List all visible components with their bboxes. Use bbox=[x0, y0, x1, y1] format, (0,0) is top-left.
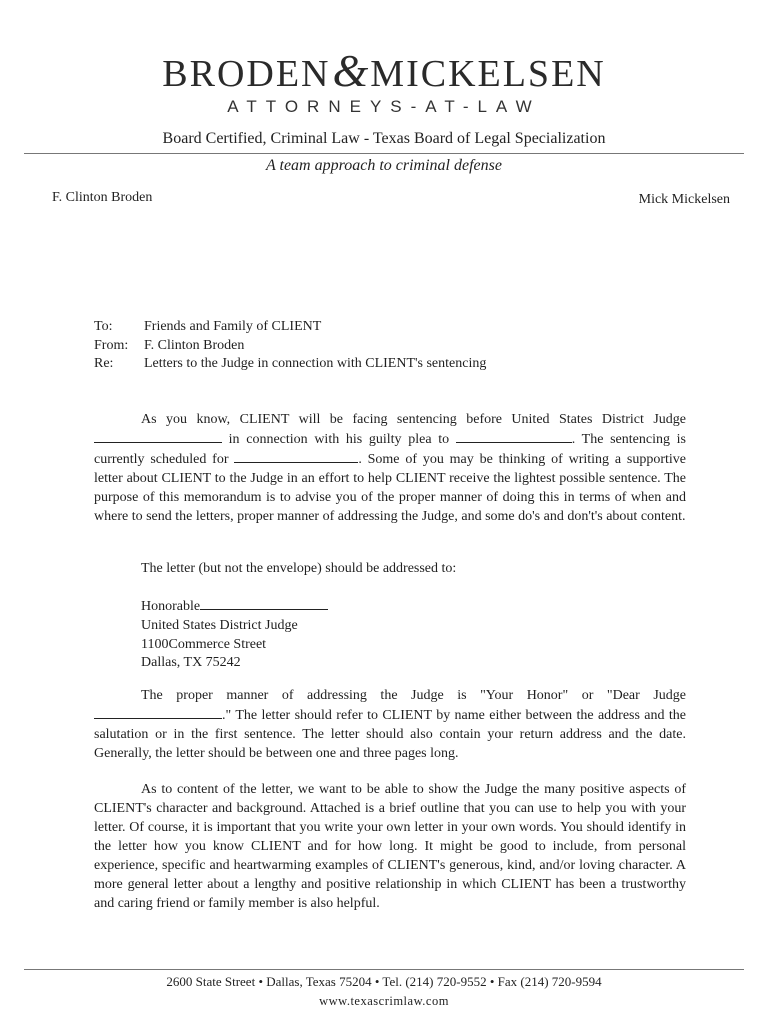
memo-from-label: From: bbox=[94, 337, 129, 353]
memo-re-row bbox=[94, 355, 486, 374]
salutation-text-1: The proper manner of addressing the Judge is "Your Honor" or "Dear Judge bbox=[141, 688, 686, 703]
paragraph-intro bbox=[94, 410, 686, 526]
address-line-1-row bbox=[141, 596, 733, 617]
plea-blank bbox=[456, 429, 572, 443]
intro-text-4: . Some of you may be thinking of writing a supportive letter about CLIENT to the Judge in an effort to help CLIENT receive the lightest possible sentence. The purpose of this memorandum is to advise you of the proper manner of doing this in terms of when and where to send the letters, proper manner of addressing the Judge, and some do's and don't's about content. bbox=[94, 452, 686, 524]
paragraph-salutation bbox=[94, 686, 686, 763]
memo-to-value: Friends and Family of CLIENT bbox=[144, 319, 322, 334]
partner-name-left: F. Clinton Broden bbox=[52, 190, 153, 205]
honorable-blank bbox=[200, 596, 328, 610]
footer-divider bbox=[24, 969, 744, 970]
memo-to-label: To: bbox=[94, 319, 113, 334]
intro-text-3: . The sentencing is currently scheduled for bbox=[94, 432, 686, 467]
firm-name-logo bbox=[0, 45, 768, 97]
memo-to-row bbox=[94, 318, 486, 337]
intro-text-2: in connection with his guilty plea to bbox=[222, 432, 456, 447]
salutation-text-2: ." The letter should refer to CLIENT by name either between the address and the salutation or in the first sentence. The letter should also contain your return address and the date. Generally, the letter should be between one and three pages long. bbox=[94, 708, 686, 761]
certification-line: Board Certified, Criminal Law - Texas Board of Legal Specialization bbox=[162, 130, 606, 147]
footer-address: 2600 State Street • Dallas, Texas 75204 • Tel. (214) 720-9552 • Fax (214) 720-9594 bbox=[166, 974, 602, 989]
memo-header bbox=[94, 318, 486, 374]
header-divider bbox=[24, 153, 744, 154]
firm-ampersand: & bbox=[332, 45, 369, 96]
memo-from-row bbox=[94, 337, 486, 356]
memo-re-value: Letters to the Judge in connection with CLIENT's sentencing bbox=[144, 356, 487, 371]
address-line-1: Honorable bbox=[141, 599, 201, 614]
firm-name-left: BRODEN bbox=[162, 53, 331, 95]
salutation-blank bbox=[94, 705, 222, 719]
firm-name-right: MICKELSEN bbox=[370, 53, 606, 95]
partner-name-right: Mick Mickelsen bbox=[638, 192, 730, 207]
address-line-3: 1100Commerce Street bbox=[141, 636, 267, 652]
paragraph-content bbox=[94, 780, 686, 913]
content-text: As to content of the letter, we want to be able to show the Judge the many positive aspects of CLIENT's character and background. Attached is a brief outline that you can use to help you with your letter. Of course, it is important that you write your own letter in your own words. You should identify in the letter how you know CLIENT and for how long. It might be good to include, from personal experience, specific and heartwarming examples of CLIENT's generous, kind, and/or loving character. A more general letter about a lengthy and positive relationship in which CLIENT has been a trustworthy and caring friend or family member is also helpful. bbox=[94, 782, 686, 911]
memo-from-value: F. Clinton Broden bbox=[144, 337, 245, 353]
paragraph-address-intro bbox=[94, 559, 686, 578]
firm-tagline: A team approach to criminal defense bbox=[266, 157, 502, 174]
judge-name-blank bbox=[94, 429, 222, 443]
address-line-2: United States District Judge bbox=[141, 617, 298, 633]
address-line-4: Dallas, TX 75242 bbox=[141, 655, 241, 671]
firm-subtitle: ATTORNEYS-AT-LAW bbox=[227, 97, 541, 116]
intro-text-1: As you know, CLIENT will be facing sentencing before United States District Judge bbox=[141, 412, 686, 427]
judge-address-block bbox=[94, 596, 733, 673]
date-blank bbox=[234, 449, 358, 463]
address-intro-text: The letter (but not the envelope) should be addressed to: bbox=[141, 561, 457, 576]
memo-re-label: Re: bbox=[94, 356, 114, 371]
footer-website: www.texascrimlaw.com bbox=[319, 994, 449, 1008]
